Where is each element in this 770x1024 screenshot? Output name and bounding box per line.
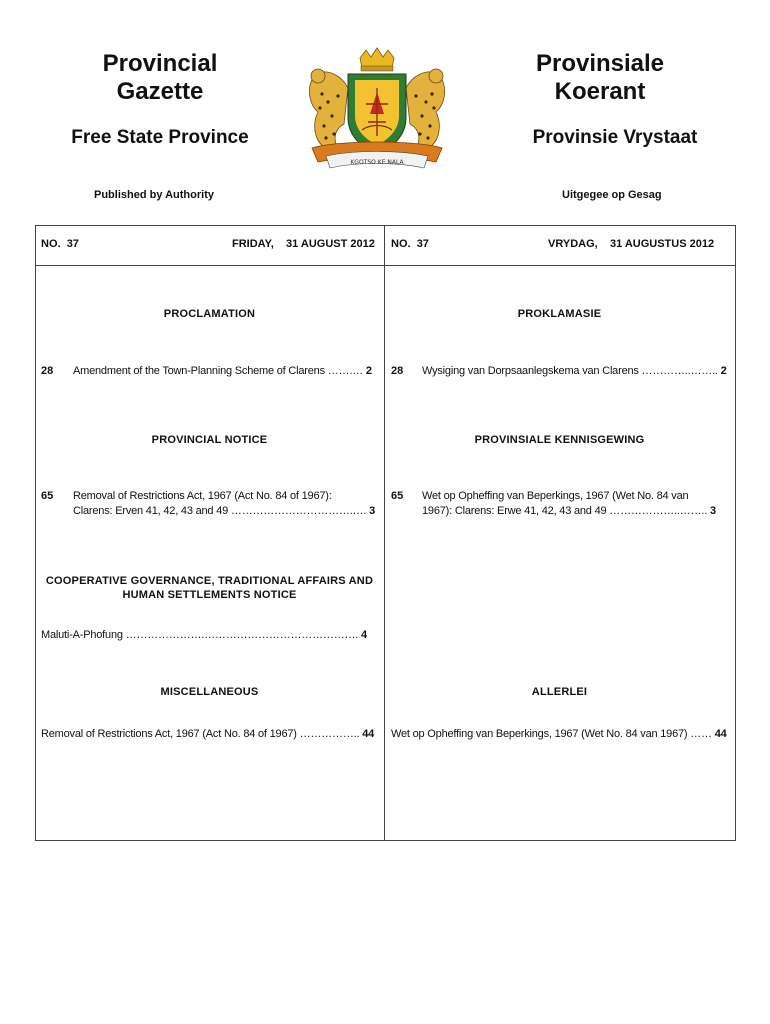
section-heading-cogta-notice xyxy=(35,574,384,602)
section-heading-proklamasie: PROKLAMASIE xyxy=(517,308,602,320)
published-by-authority: Published by Authority xyxy=(94,189,214,201)
page-number: 44 xyxy=(714,728,727,740)
province-name-en: Free State Province xyxy=(71,127,249,148)
crown-icon xyxy=(360,48,394,71)
entry-text: Clarens: Erven 41, 42, 43 and 49 …………………………….…. xyxy=(73,505,367,517)
issue-date: 31 AUGUST 2012 xyxy=(286,238,375,250)
leopard-left-icon xyxy=(309,69,348,148)
entry-text: Wet op Opheffing van Beperkings, 1967 (Wet No. 84 van xyxy=(422,490,689,502)
issue-date-af xyxy=(548,238,714,250)
section-heading-allerlei: ALLERLEI xyxy=(531,686,588,698)
page-number: 2 xyxy=(365,365,372,377)
section-heading-proclamation: PROCLAMATION xyxy=(163,308,256,320)
title-provinsiale-koerant xyxy=(500,50,700,106)
issue-day: FRIDAY, xyxy=(232,238,274,250)
toc-entry-proklamasie-28[interactable] xyxy=(422,364,728,379)
page-number: 3 xyxy=(709,505,716,517)
header-divider xyxy=(35,265,735,266)
section-heading-provincial-notice: PROVINCIAL NOTICE xyxy=(151,434,268,446)
leopard-right-icon xyxy=(406,69,445,148)
heading-line: HUMAN SETTLEMENTS NOTICE xyxy=(122,589,297,601)
issue-number-en xyxy=(41,238,79,250)
no-label: NO. xyxy=(391,238,411,250)
title-line: Provincial xyxy=(102,50,218,77)
page-number: 2 xyxy=(720,365,727,377)
item-number: 65 xyxy=(41,490,54,502)
section-heading-miscellaneous: MISCELLANEOUS xyxy=(160,686,259,698)
issue-date: 31 AUGUSTUS 2012 xyxy=(609,238,715,250)
issue-no: 37 xyxy=(416,238,429,250)
motto-ribbon-icon xyxy=(312,142,442,168)
issue-date-en xyxy=(232,238,375,250)
item-number: 65 xyxy=(391,490,404,502)
toc-entry-kennisgewing-65[interactable] xyxy=(422,489,728,519)
toc-entry-proclamation-28[interactable] xyxy=(73,364,377,379)
entry-text: Wet op Opheffing van Beperkings, 1967 (Wet No. 84 van 1967) …… xyxy=(391,728,712,740)
issue-day: VRYDAG, xyxy=(548,238,598,250)
no-label: NO. xyxy=(41,238,61,250)
title-line: Gazette xyxy=(116,78,204,105)
section-heading-provinsiale-kennisgewing: PROVINSIALE KENNISGEWING xyxy=(474,434,645,446)
entry-text: 1967): Clarens: Erwe 41, 42, 43 and 49 ………………..…….. xyxy=(422,505,708,517)
toc-entry-maluti-a-phofung[interactable] xyxy=(41,628,377,643)
entry-text: Removal of Restrictions Act, 1967 (Act No. 84 of 1967) …………….. xyxy=(41,728,360,740)
toc-entry-allerlei-44[interactable] xyxy=(391,727,732,742)
toc-entry-provincial-notice-65[interactable] xyxy=(73,489,377,519)
entry-text: Amendment of the Town-Planning Scheme of Clarens …….… xyxy=(73,365,364,377)
item-number: 28 xyxy=(41,365,54,377)
item-number: 28 xyxy=(391,365,404,377)
title-line: Provinsiale xyxy=(535,50,665,77)
title-line: Koerant xyxy=(554,78,646,105)
coat-of-arms-icon xyxy=(298,44,456,176)
motto-text: KGOTSO KE NALA xyxy=(350,159,404,166)
page-number: 44 xyxy=(362,728,375,740)
toc-entry-misc-44[interactable] xyxy=(41,727,379,742)
issue-no: 37 xyxy=(66,238,79,250)
entry-text: Removal of Restrictions Act, 1967 (Act No. 84 of 1967): xyxy=(73,490,332,502)
entry-text: Maluti-A-Phofung ………………….……………………………………. xyxy=(41,629,359,641)
province-name-af: Provinsie Vrystaat xyxy=(532,127,698,148)
page-number: 3 xyxy=(369,505,375,517)
uitgegee-op-gesag: Uitgegee op Gesag xyxy=(562,189,662,201)
title-provincial-gazette xyxy=(60,50,260,106)
entry-text: Wysiging van Dorpsaanlegskema van Clarens …………..…….. xyxy=(422,365,718,377)
heading-line: COOPERATIVE GOVERNANCE, TRADITIONAL AFFAIRS AND xyxy=(45,575,374,587)
page-number: 4 xyxy=(361,629,367,641)
issue-number-af xyxy=(391,238,429,250)
